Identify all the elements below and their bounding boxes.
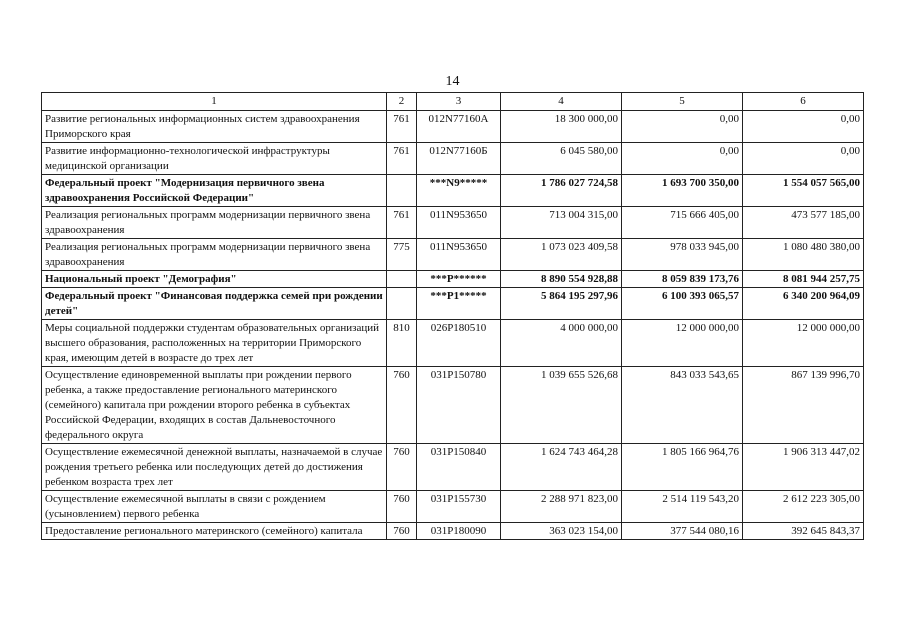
row-group-cell: 760 — [387, 491, 417, 523]
row-name-cell: Предоставление регионального материнского (семейного) капитала — [42, 523, 387, 540]
row-value-cell: 978 033 945,00 — [622, 239, 743, 271]
table-row — [42, 111, 864, 143]
row-name-cell: Развитие региональных информационных систем здравоохранения Приморского края — [42, 111, 387, 143]
row-code-cell: 012N77160Б — [417, 143, 501, 175]
column-header: 5 — [622, 93, 743, 111]
row-code-cell: 031P150840 — [417, 444, 501, 491]
row-group-cell — [387, 288, 417, 320]
row-code-cell: ***P1***** — [417, 288, 501, 320]
row-group-cell — [387, 271, 417, 288]
row-value-cell: 392 645 843,37 — [743, 523, 864, 540]
header-row — [42, 93, 864, 111]
row-value-cell: 0,00 — [743, 111, 864, 143]
row-value-cell: 0,00 — [622, 143, 743, 175]
row-name-cell: Реализация региональных программ модернизации первичного звена здравоохранения — [42, 239, 387, 271]
column-header: 4 — [501, 93, 622, 111]
table-row — [42, 491, 864, 523]
row-value-cell: 5 864 195 297,96 — [501, 288, 622, 320]
table-row — [42, 444, 864, 491]
row-value-cell: 4 000 000,00 — [501, 320, 622, 367]
table-row — [42, 143, 864, 175]
table-row — [42, 239, 864, 271]
row-value-cell: 843 033 543,65 — [622, 367, 743, 444]
row-value-cell: 0,00 — [622, 111, 743, 143]
row-value-cell: 2 288 971 823,00 — [501, 491, 622, 523]
row-name-cell: Осуществление ежемесячной выплаты в связи с рождением (усыновлением) первого ребенка — [42, 491, 387, 523]
row-value-cell: 715 666 405,00 — [622, 207, 743, 239]
row-code-cell: 031P150780 — [417, 367, 501, 444]
row-value-cell: 1 805 166 964,76 — [622, 444, 743, 491]
row-value-cell: 1 906 313 447,02 — [743, 444, 864, 491]
row-value-cell: 713 004 315,00 — [501, 207, 622, 239]
table-row — [42, 175, 864, 207]
row-name-cell: Федеральный проект "Модернизация первичного звена здравоохранения Российской Федерации" — [42, 175, 387, 207]
row-value-cell: 8 059 839 173,76 — [622, 271, 743, 288]
row-group-cell: 761 — [387, 143, 417, 175]
row-name-cell: Федеральный проект "Финансовая поддержка семей при рождении детей" — [42, 288, 387, 320]
row-value-cell: 2 612 223 305,00 — [743, 491, 864, 523]
row-name-cell: Меры социальной поддержки студентам образовательных организаций высшего образования, расположенных на территории Приморского края, имеющим детей в возрасте до трех лет — [42, 320, 387, 367]
row-code-cell: 031P155730 — [417, 491, 501, 523]
row-value-cell: 1 624 743 464,28 — [501, 444, 622, 491]
column-header: 2 — [387, 93, 417, 111]
row-value-cell: 1 039 655 526,68 — [501, 367, 622, 444]
row-group-cell: 761 — [387, 207, 417, 239]
page-number: 14 — [445, 74, 460, 89]
row-value-cell: 12 000 000,00 — [622, 320, 743, 367]
row-value-cell: 6 340 200 964,09 — [743, 288, 864, 320]
row-code-cell: ***N9***** — [417, 175, 501, 207]
table-row — [42, 320, 864, 367]
table-row — [42, 207, 864, 239]
row-name-cell: Развитие информационно-технологической инфраструктуры медицинской организации — [42, 143, 387, 175]
row-group-cell: 775 — [387, 239, 417, 271]
row-value-cell: 1 693 700 350,00 — [622, 175, 743, 207]
row-value-cell: 2 514 119 543,20 — [622, 491, 743, 523]
row-code-cell: 011N953650 — [417, 239, 501, 271]
row-value-cell: 6 045 580,00 — [501, 143, 622, 175]
row-value-cell: 1 073 023 409,58 — [501, 239, 622, 271]
row-value-cell: 18 300 000,00 — [501, 111, 622, 143]
row-value-cell: 363 023 154,00 — [501, 523, 622, 540]
column-header: 1 — [42, 93, 387, 111]
row-name-cell: Осуществление единовременной выплаты при рождении первого ребенка, а также предоставление регионального материнского (семейного) капитала при рождении второго ребенка в субъектах Российской Федерации, входящих в состав Дальневосточного федерального округа — [42, 367, 387, 444]
row-value-cell: 12 000 000,00 — [743, 320, 864, 367]
row-value-cell: 6 100 393 065,57 — [622, 288, 743, 320]
row-group-cell: 760 — [387, 523, 417, 540]
row-group-cell — [387, 175, 417, 207]
column-header: 3 — [417, 93, 501, 111]
row-value-cell: 8 081 944 257,75 — [743, 271, 864, 288]
row-value-cell: 377 544 080,16 — [622, 523, 743, 540]
row-value-cell: 8 890 554 928,88 — [501, 271, 622, 288]
row-code-cell: 011N953650 — [417, 207, 501, 239]
row-name-cell: Национальный проект "Демография" — [42, 271, 387, 288]
column-header: 6 — [743, 93, 864, 111]
row-name-cell: Реализация региональных программ модернизации первичного звена здравоохранения — [42, 207, 387, 239]
row-group-cell: 760 — [387, 367, 417, 444]
row-code-cell: 026P180510 — [417, 320, 501, 367]
row-group-cell: 761 — [387, 111, 417, 143]
table-row — [42, 523, 864, 540]
row-value-cell: 1 554 057 565,00 — [743, 175, 864, 207]
table-row — [42, 271, 864, 288]
table-row — [42, 367, 864, 444]
row-value-cell: 0,00 — [743, 143, 864, 175]
row-group-cell: 760 — [387, 444, 417, 491]
row-value-cell: 1 786 027 724,58 — [501, 175, 622, 207]
row-code-cell: 031P180090 — [417, 523, 501, 540]
row-value-cell: 473 577 185,00 — [743, 207, 864, 239]
row-code-cell: ***P****** — [417, 271, 501, 288]
row-group-cell: 810 — [387, 320, 417, 367]
row-value-cell: 1 080 480 380,00 — [743, 239, 864, 271]
row-value-cell: 867 139 996,70 — [743, 367, 864, 444]
row-name-cell: Осуществление ежемесячной денежной выплаты, назначаемой в случае рождения третьего ребенка или последующих детей до достижения ребенком возраста трех лет — [42, 444, 387, 491]
table-row — [42, 288, 864, 320]
budget-table — [41, 92, 864, 540]
row-code-cell: 012N77160A — [417, 111, 501, 143]
